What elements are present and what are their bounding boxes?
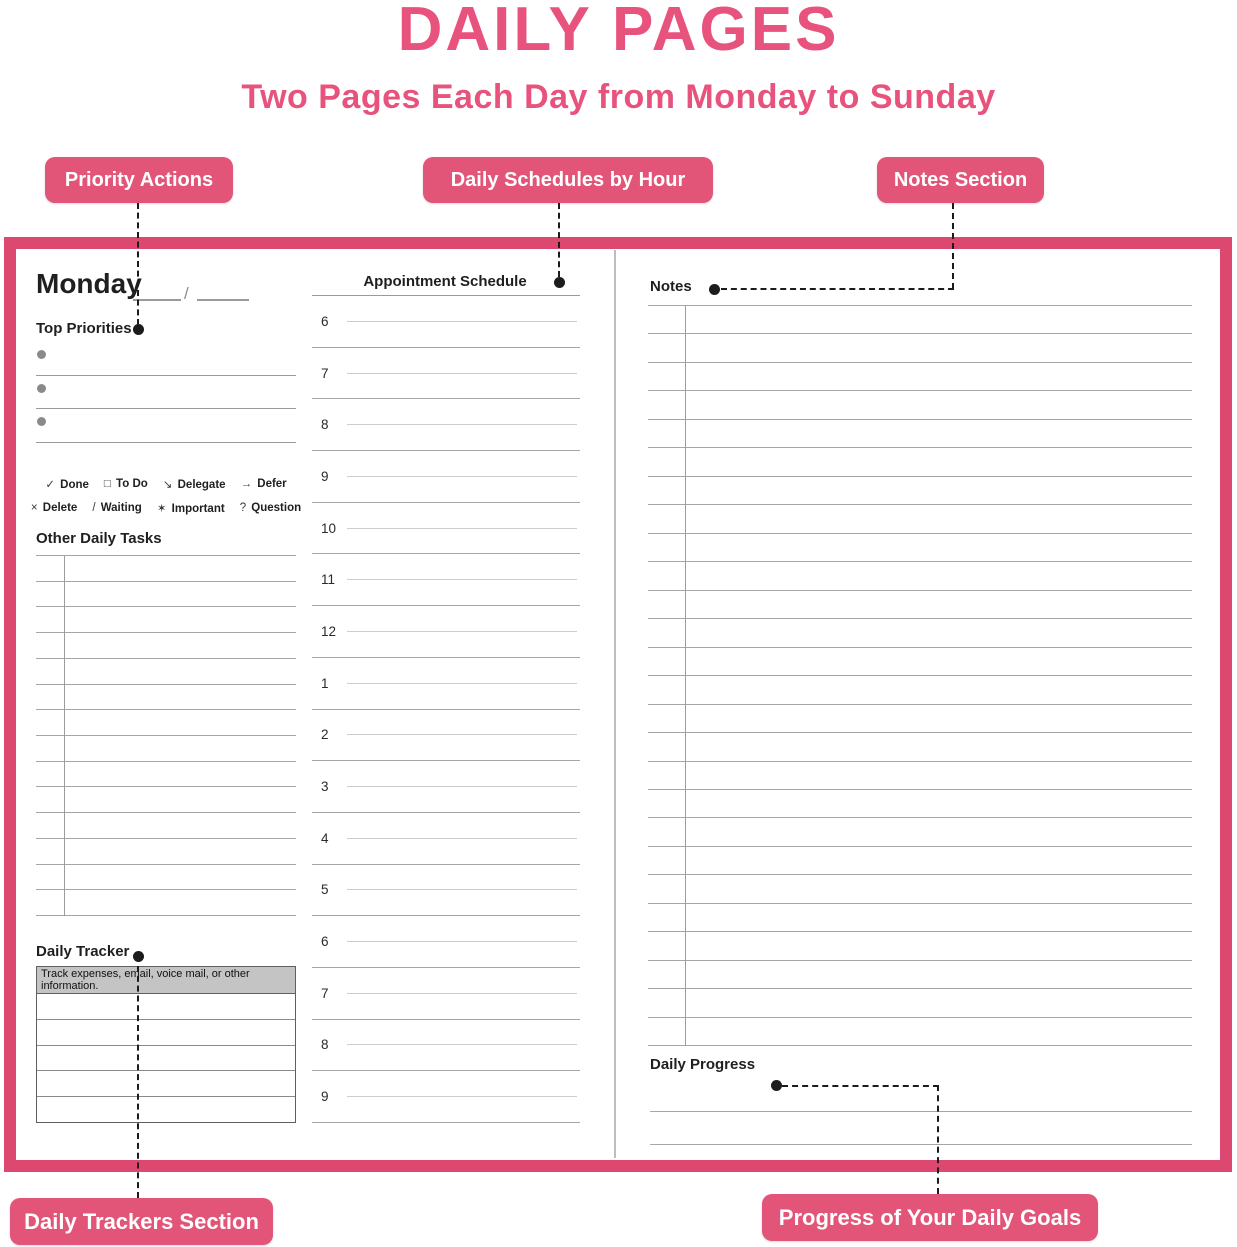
hour-ruled-line [347, 476, 577, 477]
ruled-line [648, 904, 1192, 932]
hour-ruled-line [347, 683, 577, 684]
legend-symbol-icon: ✶ [156, 503, 167, 515]
hour-row [312, 968, 580, 1020]
priority-bullet-icon [37, 384, 46, 393]
ruled-line [37, 1097, 295, 1122]
ruled-line [648, 391, 1192, 419]
ruled-line [37, 994, 295, 1020]
hour-ruled-line [347, 424, 577, 425]
other-daily-tasks-lines [36, 555, 296, 916]
ruled-line [648, 363, 1192, 391]
hour-label: 5 [321, 882, 329, 898]
legend-symbol-icon: □ [103, 478, 111, 490]
ruled-line [648, 591, 1192, 619]
ruled-line [36, 865, 296, 891]
ruled-line [36, 839, 296, 865]
ruled-line [648, 562, 1192, 590]
hour-row [312, 813, 580, 865]
hour-label: 2 [321, 727, 329, 743]
legend-item: ↘ Delegate [162, 479, 226, 491]
legend-item: / Waiting [92, 502, 142, 514]
schedule-hours [312, 296, 580, 1123]
daily-progress-label: Daily Progress [650, 1056, 756, 1073]
hour-ruled-line [347, 734, 577, 735]
ruled-line [36, 890, 296, 916]
hour-row [312, 710, 580, 762]
connector-dot-top-priorities [133, 324, 144, 335]
hour-ruled-line [347, 1096, 577, 1097]
hour-row [312, 554, 580, 606]
hour-row [312, 451, 580, 503]
hour-ruled-line [347, 579, 577, 580]
connector-dot-daily-progress [771, 1080, 782, 1091]
hour-label: 7 [321, 365, 329, 381]
legend-item: ✶ Important [156, 503, 225, 515]
date-blank-1 [133, 299, 181, 301]
connector-daily-schedules [558, 203, 560, 277]
hour-row [312, 658, 580, 710]
ruled-line [37, 1071, 295, 1097]
notes-margin-line [685, 306, 686, 1046]
ruled-line [648, 676, 1192, 704]
ruled-line [648, 648, 1192, 676]
daily-tracker-table [36, 966, 296, 1123]
legend-item: ? Question [239, 502, 302, 514]
page-title: DAILY PAGES [397, 0, 840, 64]
ruled-line [648, 477, 1192, 505]
hour-label: 7 [321, 985, 329, 1001]
hour-ruled-line [347, 528, 577, 529]
ruled-line [648, 306, 1192, 334]
tracker-header-row: Track expenses, email, voice mail, or other information. [37, 967, 295, 994]
hour-label: 1 [321, 675, 329, 691]
other-daily-tasks-label: Other Daily Tasks [36, 530, 162, 547]
tracker-body [37, 994, 295, 1122]
callout-notes-section: Notes Section [877, 157, 1044, 203]
callout-daily-trackers: Daily Trackers Section [10, 1198, 273, 1245]
hour-label: 6 [321, 934, 329, 950]
connector-daily-trackers [137, 966, 139, 1198]
ruled-line [36, 762, 296, 788]
ruled-line [648, 1018, 1192, 1046]
connector-priority-actions [137, 203, 139, 325]
hour-ruled-line [347, 786, 577, 787]
hour-ruled-line [347, 373, 577, 374]
priority-row [36, 342, 296, 376]
legend-symbol-icon: ✓ [45, 479, 55, 491]
ruled-line [36, 659, 296, 685]
hour-label: 12 [321, 623, 337, 639]
progress-lines [650, 1111, 1192, 1177]
legend-symbol-icon: / [92, 502, 96, 514]
hour-label: 8 [321, 1037, 329, 1053]
ruled-line [36, 685, 296, 711]
connector-notes-vertical [952, 203, 954, 289]
ruled-line [36, 556, 296, 582]
notes-lines [648, 305, 1192, 1046]
connector-notes-horizontal [721, 288, 954, 290]
ruled-line [648, 989, 1192, 1017]
ruled-line [648, 705, 1192, 733]
connector-dot-appointment-schedule [554, 277, 565, 288]
hour-row [312, 399, 580, 451]
ruled-line [648, 932, 1192, 960]
hour-ruled-line [347, 993, 577, 994]
callout-daily-schedules: Daily Schedules by Hour [423, 157, 713, 203]
legend-symbol-icon: × [30, 502, 38, 514]
appointment-schedule-title: Appointment Schedule [363, 273, 527, 290]
priority-bullet-icon [37, 350, 46, 359]
priority-bullet-icon [37, 417, 46, 426]
ruled-line [648, 334, 1192, 362]
ruled-line [36, 607, 296, 633]
notes-label: Notes [650, 278, 692, 295]
ruled-line [648, 619, 1192, 647]
ruled-line [36, 710, 296, 736]
callout-priority-actions: Priority Actions [45, 157, 233, 203]
hour-label: 4 [321, 830, 329, 846]
symbol-legend [30, 472, 302, 520]
connector-dot-notes [709, 284, 720, 295]
ruled-line [648, 818, 1192, 846]
hour-row [312, 503, 580, 555]
connector-dot-daily-tracker [133, 951, 144, 962]
hour-label: 9 [321, 1089, 329, 1105]
hour-row [312, 1020, 580, 1072]
hour-row [312, 1071, 580, 1123]
page-divider [614, 250, 616, 1158]
hour-label: 3 [321, 779, 329, 795]
top-priorities-list [36, 342, 296, 443]
hour-ruled-line [347, 889, 577, 890]
ruled-line [648, 847, 1192, 875]
hour-label: 6 [321, 313, 329, 329]
ruled-line [648, 875, 1192, 903]
ruled-line [648, 505, 1192, 533]
top-priorities-label: Top Priorities [36, 320, 132, 337]
ruled-line [648, 762, 1192, 790]
hour-row [312, 865, 580, 917]
hour-row [312, 348, 580, 400]
ruled-line [648, 790, 1192, 818]
ruled-line [650, 1111, 1192, 1144]
connector-progress-vertical [937, 1085, 939, 1194]
ruled-line [36, 787, 296, 813]
legend-symbol-icon: ? [239, 502, 247, 514]
callout-progress-goals: Progress of Your Daily Goals [762, 1194, 1098, 1241]
hour-row [312, 296, 580, 348]
legend-symbol-icon: ↘ [162, 479, 173, 491]
ruled-line [37, 1046, 295, 1072]
date-blank-2 [197, 299, 249, 301]
ruled-line [650, 1144, 1192, 1177]
ruled-line [648, 534, 1192, 562]
ruled-line [36, 736, 296, 762]
connector-progress-horizontal [782, 1085, 939, 1087]
priority-row [36, 376, 296, 410]
hour-label: 10 [321, 520, 337, 536]
hour-ruled-line [347, 321, 577, 322]
hour-ruled-line [347, 941, 577, 942]
priority-row [36, 409, 296, 443]
ruled-line [37, 1020, 295, 1046]
hour-label: 8 [321, 417, 329, 433]
hour-ruled-line [347, 838, 577, 839]
daily-tracker-label: Daily Tracker [36, 943, 130, 960]
legend-item: ✓ Done [45, 479, 89, 491]
legend-symbol-icon: → [240, 478, 253, 490]
ruled-line [36, 633, 296, 659]
tasks-margin-line [64, 556, 65, 916]
hour-label: 11 [321, 572, 336, 588]
ruled-line [648, 420, 1192, 448]
ruled-line [648, 448, 1192, 476]
day-label: Monday [36, 268, 142, 299]
hour-ruled-line [347, 631, 577, 632]
legend-item: □ To Do [103, 478, 148, 490]
ruled-line [648, 961, 1192, 989]
hour-label: 9 [321, 468, 329, 484]
ruled-line [36, 582, 296, 608]
date-separator: / [184, 284, 189, 303]
hour-row [312, 606, 580, 658]
hour-row [312, 761, 580, 813]
page-subtitle: Two Pages Each Day from Monday to Sunday [241, 78, 996, 116]
ruled-line [648, 733, 1192, 761]
ruled-line [36, 813, 296, 839]
legend-item: × Delete [30, 502, 78, 514]
hour-ruled-line [347, 1044, 577, 1045]
hour-row [312, 916, 580, 968]
legend-item: → Defer [240, 478, 287, 490]
